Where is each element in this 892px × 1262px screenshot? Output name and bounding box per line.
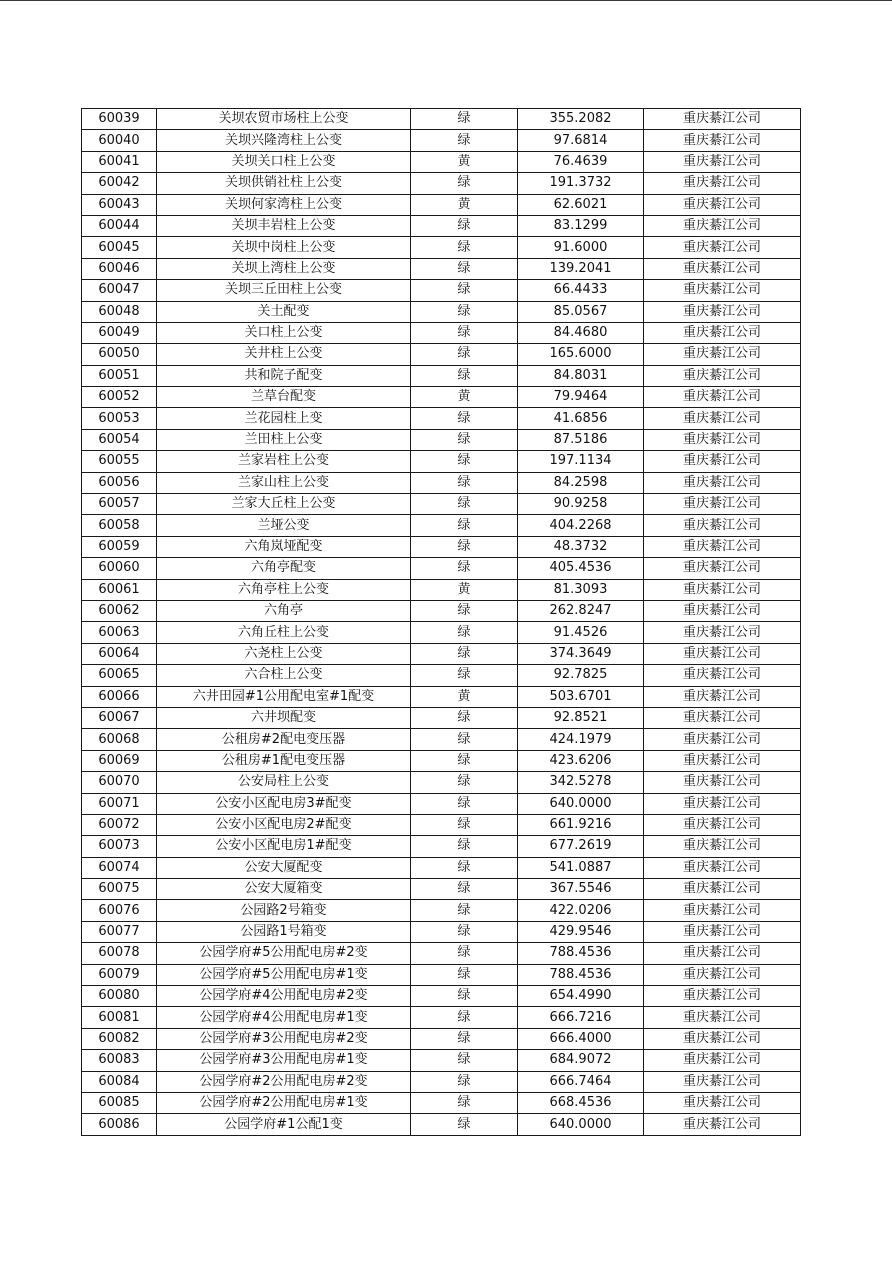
table-row xyxy=(82,1028,801,1049)
table-row xyxy=(82,1071,801,1092)
cell-id: 60056 xyxy=(82,472,157,493)
cell-company: 重庆綦江公司 xyxy=(644,686,801,707)
cell-id: 60040 xyxy=(82,130,157,151)
table-row xyxy=(82,793,801,814)
cell-name: 关坝供销社柱上公变 xyxy=(157,173,411,194)
cell-name: 六井田园#1公用配电室#1配变 xyxy=(157,686,411,707)
table-row xyxy=(82,387,801,408)
cell-id: 60070 xyxy=(82,772,157,793)
cell-id: 60073 xyxy=(82,836,157,857)
cell-id: 60059 xyxy=(82,536,157,557)
cell-company: 重庆綦江公司 xyxy=(644,1028,801,1049)
cell-id: 60075 xyxy=(82,879,157,900)
cell-name: 兰草台配变 xyxy=(157,387,411,408)
cell-status: 绿 xyxy=(411,301,518,322)
cell-id: 60071 xyxy=(82,793,157,814)
cell-id: 60058 xyxy=(82,515,157,536)
table-row xyxy=(82,622,801,643)
table-row xyxy=(82,814,801,835)
cell-company: 重庆綦江公司 xyxy=(644,836,801,857)
table-row xyxy=(82,237,801,258)
cell-status: 绿 xyxy=(411,237,518,258)
cell-company: 重庆綦江公司 xyxy=(644,729,801,750)
cell-status: 绿 xyxy=(411,1092,518,1113)
cell-value: 76.4639 xyxy=(518,151,644,172)
cell-status: 绿 xyxy=(411,964,518,985)
cell-name: 六角亭配变 xyxy=(157,558,411,579)
cell-company: 重庆綦江公司 xyxy=(644,772,801,793)
cell-name: 共和院子配变 xyxy=(157,365,411,386)
cell-name: 关坝三丘田柱上公变 xyxy=(157,280,411,301)
cell-company: 重庆綦江公司 xyxy=(644,151,801,172)
cell-status: 绿 xyxy=(411,772,518,793)
cell-status: 绿 xyxy=(411,558,518,579)
cell-status: 绿 xyxy=(411,344,518,365)
cell-name: 兰花园柱上变 xyxy=(157,408,411,429)
table-row xyxy=(82,472,801,493)
cell-id: 60068 xyxy=(82,729,157,750)
cell-name: 公园学府#5公用配电房#2变 xyxy=(157,943,411,964)
table-row xyxy=(82,964,801,985)
cell-status: 绿 xyxy=(411,258,518,279)
cell-value: 79.9464 xyxy=(518,387,644,408)
table-row xyxy=(82,558,801,579)
cell-id: 60042 xyxy=(82,173,157,194)
cell-company: 重庆綦江公司 xyxy=(644,900,801,921)
cell-id: 60048 xyxy=(82,301,157,322)
cell-name: 公园学府#3公用配电房#2变 xyxy=(157,1028,411,1049)
table-row xyxy=(82,365,801,386)
cell-company: 重庆綦江公司 xyxy=(644,750,801,771)
cell-value: 262.8247 xyxy=(518,600,644,621)
cell-id: 60053 xyxy=(82,408,157,429)
cell-status: 绿 xyxy=(411,494,518,515)
cell-company: 重庆綦江公司 xyxy=(644,707,801,728)
cell-company: 重庆綦江公司 xyxy=(644,408,801,429)
cell-name: 关坝上湾柱上公变 xyxy=(157,258,411,279)
cell-company: 重庆綦江公司 xyxy=(644,943,801,964)
table-row xyxy=(82,643,801,664)
table-row xyxy=(82,665,801,686)
cell-value: 92.8521 xyxy=(518,707,644,728)
cell-company: 重庆綦江公司 xyxy=(644,237,801,258)
table-row xyxy=(82,943,801,964)
table-row xyxy=(82,494,801,515)
cell-status: 绿 xyxy=(411,600,518,621)
cell-value: 503.6701 xyxy=(518,686,644,707)
cell-status: 绿 xyxy=(411,1007,518,1028)
cell-name: 关土配变 xyxy=(157,301,411,322)
cell-company: 重庆綦江公司 xyxy=(644,1114,801,1135)
cell-id: 60076 xyxy=(82,900,157,921)
cell-value: 91.4526 xyxy=(518,622,644,643)
cell-value: 666.7216 xyxy=(518,1007,644,1028)
cell-company: 重庆綦江公司 xyxy=(644,365,801,386)
cell-status: 绿 xyxy=(411,921,518,942)
cell-id: 60083 xyxy=(82,1050,157,1071)
cell-status: 绿 xyxy=(411,280,518,301)
cell-value: 41.6856 xyxy=(518,408,644,429)
table-row xyxy=(82,1050,801,1071)
cell-value: 48.3732 xyxy=(518,536,644,557)
table-row xyxy=(82,686,801,707)
cell-status: 黄 xyxy=(411,194,518,215)
cell-name: 公园路1号箱变 xyxy=(157,921,411,942)
cell-name: 兰家大丘柱上公变 xyxy=(157,494,411,515)
cell-id: 60081 xyxy=(82,1007,157,1028)
cell-value: 83.1299 xyxy=(518,215,644,236)
table-row xyxy=(82,130,801,151)
cell-company: 重庆綦江公司 xyxy=(644,665,801,686)
cell-value: 91.6000 xyxy=(518,237,644,258)
cell-name: 六井坝配变 xyxy=(157,707,411,728)
cell-name: 公租房#1配电变压器 xyxy=(157,750,411,771)
table-row xyxy=(82,344,801,365)
cell-company: 重庆綦江公司 xyxy=(644,536,801,557)
table-row xyxy=(82,986,801,1007)
cell-id: 60060 xyxy=(82,558,157,579)
cell-company: 重庆綦江公司 xyxy=(644,472,801,493)
cell-name: 公园学府#4公用配电房#1变 xyxy=(157,1007,411,1028)
cell-id: 60080 xyxy=(82,986,157,1007)
cell-status: 黄 xyxy=(411,686,518,707)
cell-value: 84.2598 xyxy=(518,472,644,493)
cell-status: 绿 xyxy=(411,707,518,728)
cell-value: 197.1134 xyxy=(518,451,644,472)
cell-company: 重庆綦江公司 xyxy=(644,215,801,236)
cell-value: 677.2619 xyxy=(518,836,644,857)
cell-name: 公园学府#4公用配电房#2变 xyxy=(157,986,411,1007)
cell-status: 绿 xyxy=(411,1028,518,1049)
cell-status: 绿 xyxy=(411,1071,518,1092)
cell-id: 60054 xyxy=(82,429,157,450)
cell-name: 关坝丰岩柱上公变 xyxy=(157,215,411,236)
cell-id: 60061 xyxy=(82,579,157,600)
cell-company: 重庆綦江公司 xyxy=(644,964,801,985)
cell-name: 公安小区配电房2#配变 xyxy=(157,814,411,835)
cell-value: 165.6000 xyxy=(518,344,644,365)
cell-value: 66.4433 xyxy=(518,280,644,301)
cell-status: 绿 xyxy=(411,750,518,771)
cell-id: 60043 xyxy=(82,194,157,215)
table-row xyxy=(82,579,801,600)
cell-company: 重庆綦江公司 xyxy=(644,280,801,301)
cell-value: 654.4990 xyxy=(518,986,644,1007)
cell-company: 重庆綦江公司 xyxy=(644,814,801,835)
table-row xyxy=(82,515,801,536)
cell-company: 重庆綦江公司 xyxy=(644,130,801,151)
cell-company: 重庆綦江公司 xyxy=(644,301,801,322)
cell-status: 黄 xyxy=(411,387,518,408)
cell-id: 60082 xyxy=(82,1028,157,1049)
cell-company: 重庆綦江公司 xyxy=(644,109,801,130)
cell-id: 60064 xyxy=(82,643,157,664)
cell-name: 兰垭公变 xyxy=(157,515,411,536)
cell-company: 重庆綦江公司 xyxy=(644,1050,801,1071)
cell-company: 重庆綦江公司 xyxy=(644,173,801,194)
cell-value: 62.6021 xyxy=(518,194,644,215)
table-row xyxy=(82,194,801,215)
cell-name: 六角丘柱上公变 xyxy=(157,622,411,643)
cell-status: 绿 xyxy=(411,643,518,664)
table-row xyxy=(82,536,801,557)
table-row xyxy=(82,215,801,236)
cell-value: 191.3732 xyxy=(518,173,644,194)
cell-status: 绿 xyxy=(411,472,518,493)
table-row xyxy=(82,921,801,942)
cell-name: 关井柱上公变 xyxy=(157,344,411,365)
cell-id: 60085 xyxy=(82,1092,157,1113)
cell-status: 绿 xyxy=(411,622,518,643)
cell-status: 绿 xyxy=(411,130,518,151)
table-row xyxy=(82,151,801,172)
cell-id: 60049 xyxy=(82,322,157,343)
cell-status: 绿 xyxy=(411,900,518,921)
cell-value: 342.5278 xyxy=(518,772,644,793)
cell-name: 公园学府#5公用配电房#1变 xyxy=(157,964,411,985)
cell-company: 重庆綦江公司 xyxy=(644,579,801,600)
table-row xyxy=(82,1092,801,1113)
cell-status: 绿 xyxy=(411,793,518,814)
cell-value: 423.6206 xyxy=(518,750,644,771)
cell-name: 关坝关口柱上公变 xyxy=(157,151,411,172)
cell-name: 公安大厦配变 xyxy=(157,857,411,878)
cell-company: 重庆綦江公司 xyxy=(644,793,801,814)
table-row xyxy=(82,429,801,450)
cell-value: 640.0000 xyxy=(518,793,644,814)
cell-name: 关坝兴隆湾柱上公变 xyxy=(157,130,411,151)
cell-name: 关坝农贸市场柱上公变 xyxy=(157,109,411,130)
table-row xyxy=(82,900,801,921)
cell-value: 661.9216 xyxy=(518,814,644,835)
table-row xyxy=(82,322,801,343)
cell-company: 重庆綦江公司 xyxy=(644,194,801,215)
cell-value: 84.8031 xyxy=(518,365,644,386)
cell-id: 60039 xyxy=(82,109,157,130)
cell-value: 405.4536 xyxy=(518,558,644,579)
cell-value: 90.9258 xyxy=(518,494,644,515)
cell-company: 重庆綦江公司 xyxy=(644,344,801,365)
cell-status: 绿 xyxy=(411,665,518,686)
cell-value: 367.5546 xyxy=(518,879,644,900)
cell-company: 重庆綦江公司 xyxy=(644,622,801,643)
cell-id: 60077 xyxy=(82,921,157,942)
cell-value: 684.9072 xyxy=(518,1050,644,1071)
cell-name: 六角亭柱上公变 xyxy=(157,579,411,600)
table-row xyxy=(82,408,801,429)
cell-status: 绿 xyxy=(411,515,518,536)
cell-value: 666.7464 xyxy=(518,1071,644,1092)
cell-status: 黄 xyxy=(411,579,518,600)
cell-company: 重庆綦江公司 xyxy=(644,857,801,878)
cell-company: 重庆綦江公司 xyxy=(644,494,801,515)
table-row xyxy=(82,1007,801,1028)
table-row xyxy=(82,772,801,793)
table-row xyxy=(82,836,801,857)
cell-name: 六角亭 xyxy=(157,600,411,621)
cell-id: 60066 xyxy=(82,686,157,707)
cell-company: 重庆綦江公司 xyxy=(644,258,801,279)
cell-id: 60046 xyxy=(82,258,157,279)
cell-status: 绿 xyxy=(411,408,518,429)
cell-id: 60069 xyxy=(82,750,157,771)
cell-company: 重庆綦江公司 xyxy=(644,986,801,1007)
table-row xyxy=(82,109,801,130)
table-row xyxy=(82,301,801,322)
cell-name: 公安小区配电房3#配变 xyxy=(157,793,411,814)
table-row xyxy=(82,280,801,301)
cell-name: 公园学府#1公配1变 xyxy=(157,1114,411,1135)
cell-name: 公安小区配电房1#配变 xyxy=(157,836,411,857)
cell-company: 重庆綦江公司 xyxy=(644,1007,801,1028)
cell-name: 兰田柱上公变 xyxy=(157,429,411,450)
table-row xyxy=(82,1114,801,1135)
cell-status: 绿 xyxy=(411,365,518,386)
cell-id: 60084 xyxy=(82,1071,157,1092)
cell-status: 绿 xyxy=(411,943,518,964)
cell-value: 668.4536 xyxy=(518,1092,644,1113)
table-row xyxy=(82,258,801,279)
cell-status: 绿 xyxy=(411,1050,518,1071)
cell-name: 公园路2号箱变 xyxy=(157,900,411,921)
cell-company: 重庆綦江公司 xyxy=(644,879,801,900)
cell-value: 424.1979 xyxy=(518,729,644,750)
cell-value: 374.3649 xyxy=(518,643,644,664)
cell-company: 重庆綦江公司 xyxy=(644,558,801,579)
cell-id: 60050 xyxy=(82,344,157,365)
cell-name: 公安局柱上公变 xyxy=(157,772,411,793)
page-top-border xyxy=(0,0,892,1)
cell-id: 60063 xyxy=(82,622,157,643)
cell-company: 重庆綦江公司 xyxy=(644,387,801,408)
cell-status: 绿 xyxy=(411,536,518,557)
cell-status: 绿 xyxy=(411,429,518,450)
table-row xyxy=(82,879,801,900)
cell-status: 绿 xyxy=(411,215,518,236)
cell-value: 422.0206 xyxy=(518,900,644,921)
cell-company: 重庆綦江公司 xyxy=(644,1092,801,1113)
cell-id: 60047 xyxy=(82,280,157,301)
cell-name: 公园学府#3公用配电房#1变 xyxy=(157,1050,411,1071)
cell-name: 关口柱上公变 xyxy=(157,322,411,343)
cell-value: 404.2268 xyxy=(518,515,644,536)
cell-name: 六合柱上公变 xyxy=(157,665,411,686)
cell-name: 关坝中岗柱上公变 xyxy=(157,237,411,258)
cell-name: 关坝何家湾柱上公变 xyxy=(157,194,411,215)
cell-value: 788.4536 xyxy=(518,943,644,964)
cell-status: 绿 xyxy=(411,109,518,130)
cell-status: 黄 xyxy=(411,151,518,172)
cell-status: 绿 xyxy=(411,857,518,878)
cell-name: 公安大厦箱变 xyxy=(157,879,411,900)
cell-status: 绿 xyxy=(411,986,518,1007)
cell-name: 兰家山柱上公变 xyxy=(157,472,411,493)
cell-name: 公租房#2配电变压器 xyxy=(157,729,411,750)
cell-id: 60057 xyxy=(82,494,157,515)
cell-status: 绿 xyxy=(411,322,518,343)
cell-status: 绿 xyxy=(411,879,518,900)
cell-value: 81.3093 xyxy=(518,579,644,600)
cell-id: 60067 xyxy=(82,707,157,728)
cell-name: 公园学府#2公用配电房#2变 xyxy=(157,1071,411,1092)
cell-name: 公园学府#2公用配电房#1变 xyxy=(157,1092,411,1113)
cell-id: 60062 xyxy=(82,600,157,621)
table-row xyxy=(82,729,801,750)
table-body xyxy=(82,109,801,1136)
cell-company: 重庆綦江公司 xyxy=(644,322,801,343)
cell-company: 重庆綦江公司 xyxy=(644,921,801,942)
cell-value: 429.9546 xyxy=(518,921,644,942)
cell-name: 兰家岩柱上公变 xyxy=(157,451,411,472)
cell-id: 60072 xyxy=(82,814,157,835)
table-row xyxy=(82,857,801,878)
cell-id: 60051 xyxy=(82,365,157,386)
cell-value: 788.4536 xyxy=(518,964,644,985)
cell-value: 666.4000 xyxy=(518,1028,644,1049)
cell-company: 重庆綦江公司 xyxy=(644,429,801,450)
cell-company: 重庆綦江公司 xyxy=(644,600,801,621)
cell-id: 60041 xyxy=(82,151,157,172)
cell-id: 60065 xyxy=(82,665,157,686)
cell-status: 绿 xyxy=(411,173,518,194)
cell-company: 重庆綦江公司 xyxy=(644,515,801,536)
cell-value: 92.7825 xyxy=(518,665,644,686)
cell-id: 60078 xyxy=(82,943,157,964)
table-row xyxy=(82,750,801,771)
cell-status: 绿 xyxy=(411,1114,518,1135)
table-row xyxy=(82,173,801,194)
cell-value: 541.0887 xyxy=(518,857,644,878)
cell-id: 60044 xyxy=(82,215,157,236)
cell-name: 六尧柱上公变 xyxy=(157,643,411,664)
cell-company: 重庆綦江公司 xyxy=(644,1071,801,1092)
cell-value: 84.4680 xyxy=(518,322,644,343)
table-row xyxy=(82,707,801,728)
data-table xyxy=(81,108,801,1136)
cell-value: 139.2041 xyxy=(518,258,644,279)
cell-id: 60055 xyxy=(82,451,157,472)
cell-id: 60074 xyxy=(82,857,157,878)
cell-name: 六角岚垭配变 xyxy=(157,536,411,557)
table-row xyxy=(82,600,801,621)
cell-value: 355.2082 xyxy=(518,109,644,130)
cell-value: 97.6814 xyxy=(518,130,644,151)
cell-value: 87.5186 xyxy=(518,429,644,450)
cell-status: 绿 xyxy=(411,814,518,835)
cell-id: 60045 xyxy=(82,237,157,258)
table-row xyxy=(82,451,801,472)
cell-id: 60052 xyxy=(82,387,157,408)
cell-status: 绿 xyxy=(411,836,518,857)
cell-id: 60079 xyxy=(82,964,157,985)
cell-status: 绿 xyxy=(411,729,518,750)
cell-company: 重庆綦江公司 xyxy=(644,451,801,472)
cell-id: 60086 xyxy=(82,1114,157,1135)
cell-status: 绿 xyxy=(411,451,518,472)
cell-value: 640.0000 xyxy=(518,1114,644,1135)
cell-value: 85.0567 xyxy=(518,301,644,322)
cell-company: 重庆綦江公司 xyxy=(644,643,801,664)
